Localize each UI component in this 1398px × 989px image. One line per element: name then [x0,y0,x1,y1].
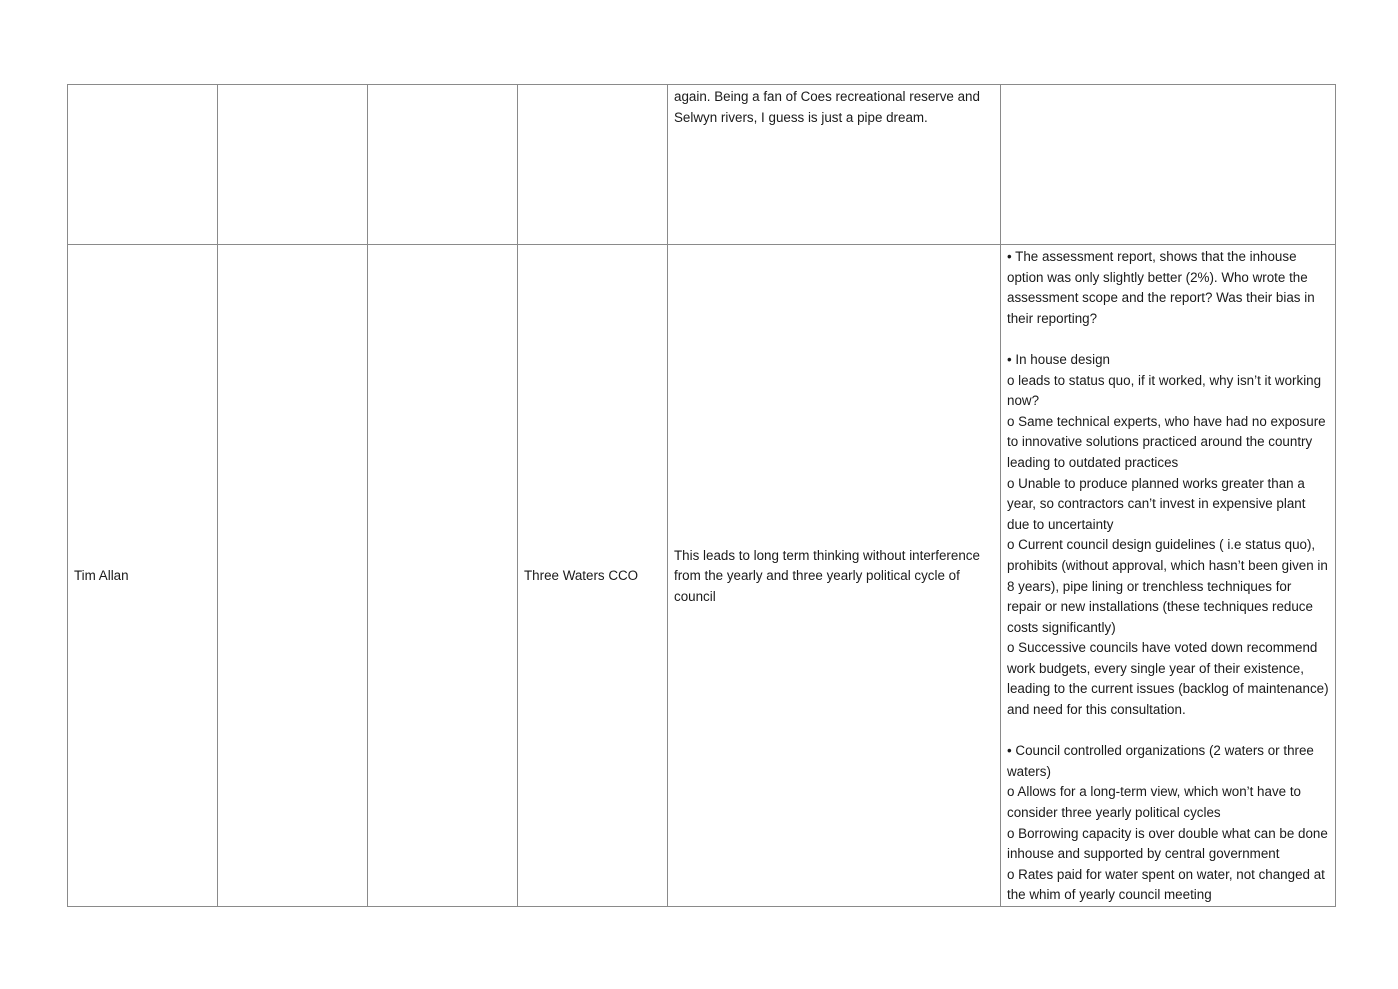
empty-cell [368,85,518,245]
table-row [68,85,1336,245]
comment-paragraph [1007,741,1329,906]
comments-cell [1001,85,1336,245]
comment-paragraph [1007,350,1329,721]
comment-bullet: • The assessment report, shows that the inhouse option was only slightly better (2%). Who wrote the assessment scope and the report? Was their bias in their reporting? [1007,249,1315,326]
table-row [68,245,1336,907]
comment-paragraph [1007,247,1329,329]
comment-sub-point: o Borrowing capacity is over double what can be done inhouse and supported by central government [1007,825,1328,862]
reason-cell: This leads to long term thinking without interference from the yearly and three yearly political cycle of council [668,245,1001,907]
submissions-table [67,84,1336,907]
comment-sub-point: o Allows for a long-term view, which won’t have to consider three yearly political cycles [1007,784,1301,821]
empty-cell [218,245,368,907]
reason-cell: again. Being a fan of Coes recreational reserve and Selwyn rivers, I guess is just a pipe dream. [668,85,1001,245]
comment-sub-point: o Current council design guidelines ( i.e status quo), prohibits (without approval, which hasn’t been given in 8 years), pipe lining or trenchless techniques for repair or new installations (these techniques reduce costs significantly) [1007,537,1328,635]
comments-cell [1001,245,1336,907]
submitter-name-cell: Tim Allan [68,245,218,907]
comment-sub-point: o leads to status quo, if it worked, why isn’t it working now? [1007,372,1322,409]
empty-cell [368,245,518,907]
comment-sub-point: o Same technical experts, who have had no exposure to innovative solutions practiced around the country leading to outdated practices [1007,413,1326,470]
preferred-option-cell: Three Waters CCO [518,245,668,907]
preferred-option-cell [518,85,668,245]
comment-bullet: • Council controlled organizations (2 waters or three waters) [1007,743,1314,779]
comment-sub-point: o Rates paid for water spent on water, not changed at the whim of yearly council meeting [1007,866,1325,903]
comment-sub-point: o Unable to produce planned works greater than a year, so contractors can’t invest in expensive plant due to uncertainty [1007,475,1306,532]
comment-bullet: • In house design [1007,351,1110,367]
empty-cell [218,85,368,245]
submitter-name-cell [68,85,218,245]
comment-sub-point: o Successive councils have voted down recommend work budgets, every single year of their existence, leading to the current issues (backlog of maintenance) and need for this consultation. [1007,640,1329,718]
